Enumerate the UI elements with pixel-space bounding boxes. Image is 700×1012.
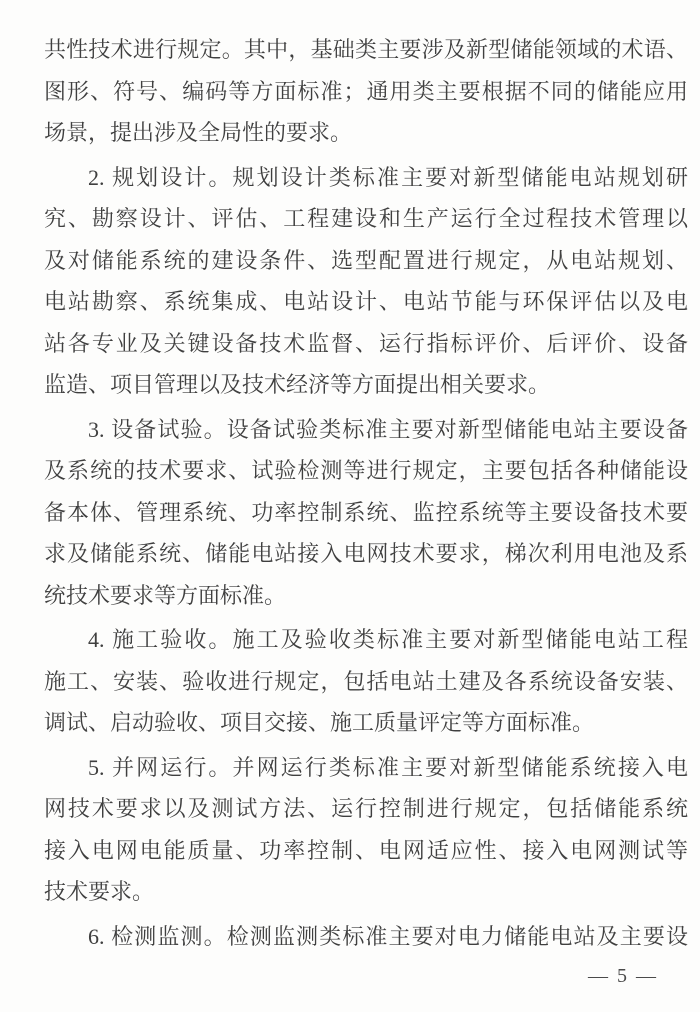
text-line: 及系统的技术要求、试验检测等进行规定，主要包括各种储能设 — [44, 458, 688, 483]
paragraph — [44, 409, 688, 617]
text-line: 站各专业及关键设备技术监督、运行指标评价、后评价、设备 — [44, 330, 688, 356]
paragraph — [44, 619, 688, 744]
paragraph — [44, 29, 688, 154]
page-number: — 5 — — [588, 965, 658, 987]
text-line: 图形、符号、编码等方面标准；通用类主要根据不同的储能应用 — [44, 78, 688, 104]
text-line: 2. 规划设计。规划设计类标准主要对新型储能电站规划研 — [88, 164, 688, 190]
text-line: 5. 并网运行。并网运行类标准主要对新型储能系统接入电 — [88, 754, 688, 780]
text-line: 共性技术进行规定。其中，基础类主要涉及新型储能领域的术语、 — [44, 37, 688, 62]
text-line: 网技术要求以及测试方法、运行控制进行规定，包括储能系统 — [44, 796, 688, 821]
document-body — [44, 29, 688, 957]
text-line: 及对储能系统的建设条件、选型配置进行规定，从电站规划、 — [44, 247, 688, 273]
text-line: 究、勘察设计、评估、工程建设和生产运行全过程技术管理以 — [44, 206, 688, 231]
text-line: 施工、安装、验收进行规定，包括电站土建及各系统设备安装、 — [44, 668, 688, 694]
paragraph — [44, 157, 688, 406]
paragraph — [44, 747, 688, 913]
paragraph — [44, 916, 688, 958]
text-line: 备本体、管理系统、功率控制系统、监控系统等主要设备技术要 — [44, 499, 688, 525]
text-line: 3. 设备试验。设备试验类标准主要对新型储能电站主要设备 — [88, 416, 688, 442]
text-line: 监造、项目管理以及技术经济等方面提出相关要求。 — [44, 372, 551, 397]
text-line: 技术要求。 — [44, 879, 155, 904]
text-line: 场景，提出涉及全局性的要求。 — [44, 120, 353, 145]
text-line: 4. 施工验收。施工及验收类标准主要对新型储能电站工程 — [88, 627, 688, 652]
text-line: 统技术要求等方面标准。 — [44, 582, 287, 608]
text-line: 电站勘察、系统集成、电站设计、电站节能与环保评估以及电 — [44, 289, 688, 314]
text-line: 调试、启动验收、项目交接、施工质量评定等方面标准。 — [44, 710, 595, 735]
text-line: 6. 检测监测。检测监测类标准主要对电力储能电站及主要设 — [88, 923, 688, 949]
text-line: 求及储能系统、储能电站接入电网技术要求，梯次利用电池及系 — [44, 541, 688, 566]
text-line: 接入电网电能质量、功率控制、电网适应性、接入电网测试等 — [44, 837, 688, 863]
